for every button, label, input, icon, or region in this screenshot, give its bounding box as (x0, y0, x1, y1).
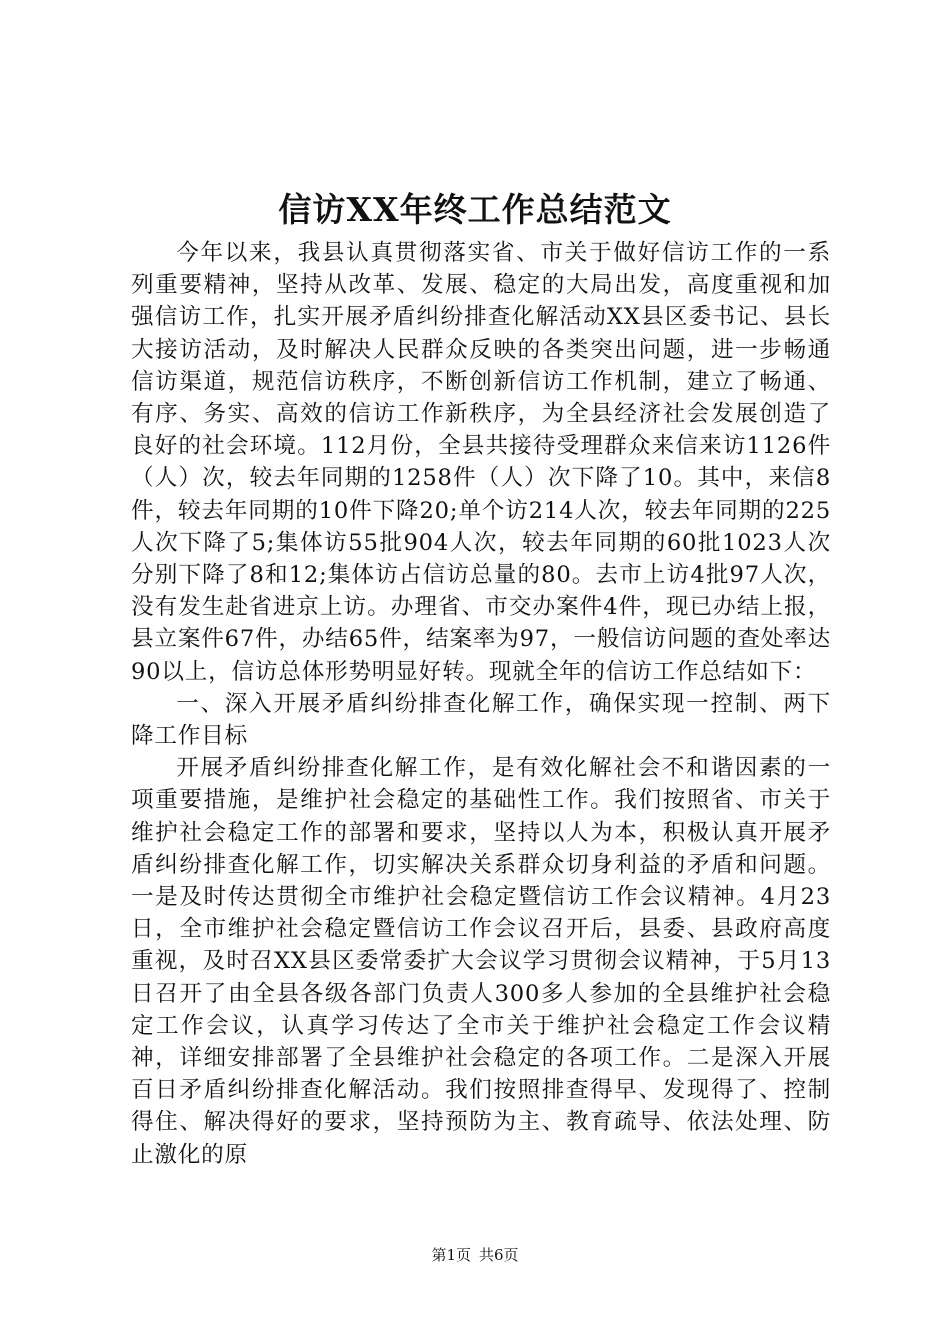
page-total: 共6页 (479, 1246, 519, 1264)
page-footer (0, 1244, 950, 1266)
document-title: 信访XX年终工作总结范文 (278, 190, 672, 229)
document-body (131, 237, 831, 1171)
paragraph-intro: 今年以来，我县认真贯彻落实省、市关于做好信访工作的一系列重要精神，坚持从改革、发展、稳定的大局出发，高度重视和加强信访工作，扎实开展矛盾纠纷排查化解活动XX县区委书记、县长大接访活动，及时解决人民群众反映的各类突出问题，进一步畅通信访渠道，规范信访秩序，不断创新信访工作机制，建立了畅通、有序、务实、高效的信访工作新秩序，为全县经济社会发展创造了良好的社会环境。112月份，全县共接待受理群众来信来访1126件（人）次，较去年同期的1258件（人）次下降了10。其中，来信8件，较去年同期的10件下降20;单个访214人次，较去年同期的225人次下降了5;集体访55批904人次，较去年同期的60批1023人次分别下降了8和12;集体访占信访总量的80。去市上访4批97人次，没有发生赴省进京上访。办理省、市交办案件4件，现已办结上报，县立案件67件，办结65件，结案率为97，一般信访问题的查处率达90以上，信访总体形势明显好转。现就全年的信访工作总结如下： (131, 240, 831, 685)
paragraph-section-1: 开展矛盾纠纷排查化解工作，是有效化解社会不和谐因素的一项重要措施，是维护社会稳定的基础性工作。我们按照省、市关于维护社会稳定工作的部署和要求，坚持以人为本，积极认真开展矛盾纠纷排查化解工作，切实解决关系群众切身利益的矛盾和问题。一是及时传达贯彻全市维护社会稳定暨信访工作会议精神。4月23日，全市维护社会稳定暨信访工作会议召开后，县委、县政府高度重视，及时召XX县区委常委扩大会议学习贯彻会议精神，于5月13日召开了由全县各级各部门负责人300多人参加的全县维护社会稳定工作会议，认真学习传达了全市关于维护社会稳定工作会议精神，详细安排部署了全县维护社会稳定的各项工作。二是深入开展百日矛盾纠纷排查化解活动。我们按照排查得早、发现得了、控制得住、解决得好的要求，坚持预防为主、教育疏导、依法处理、防止激化的原 (131, 755, 831, 1168)
page-number: 第1页 (431, 1246, 471, 1264)
section-heading-1: 一、深入开展矛盾纠纷排查化解工作，确保实现一控制、两下降工作目标 (131, 690, 831, 750)
